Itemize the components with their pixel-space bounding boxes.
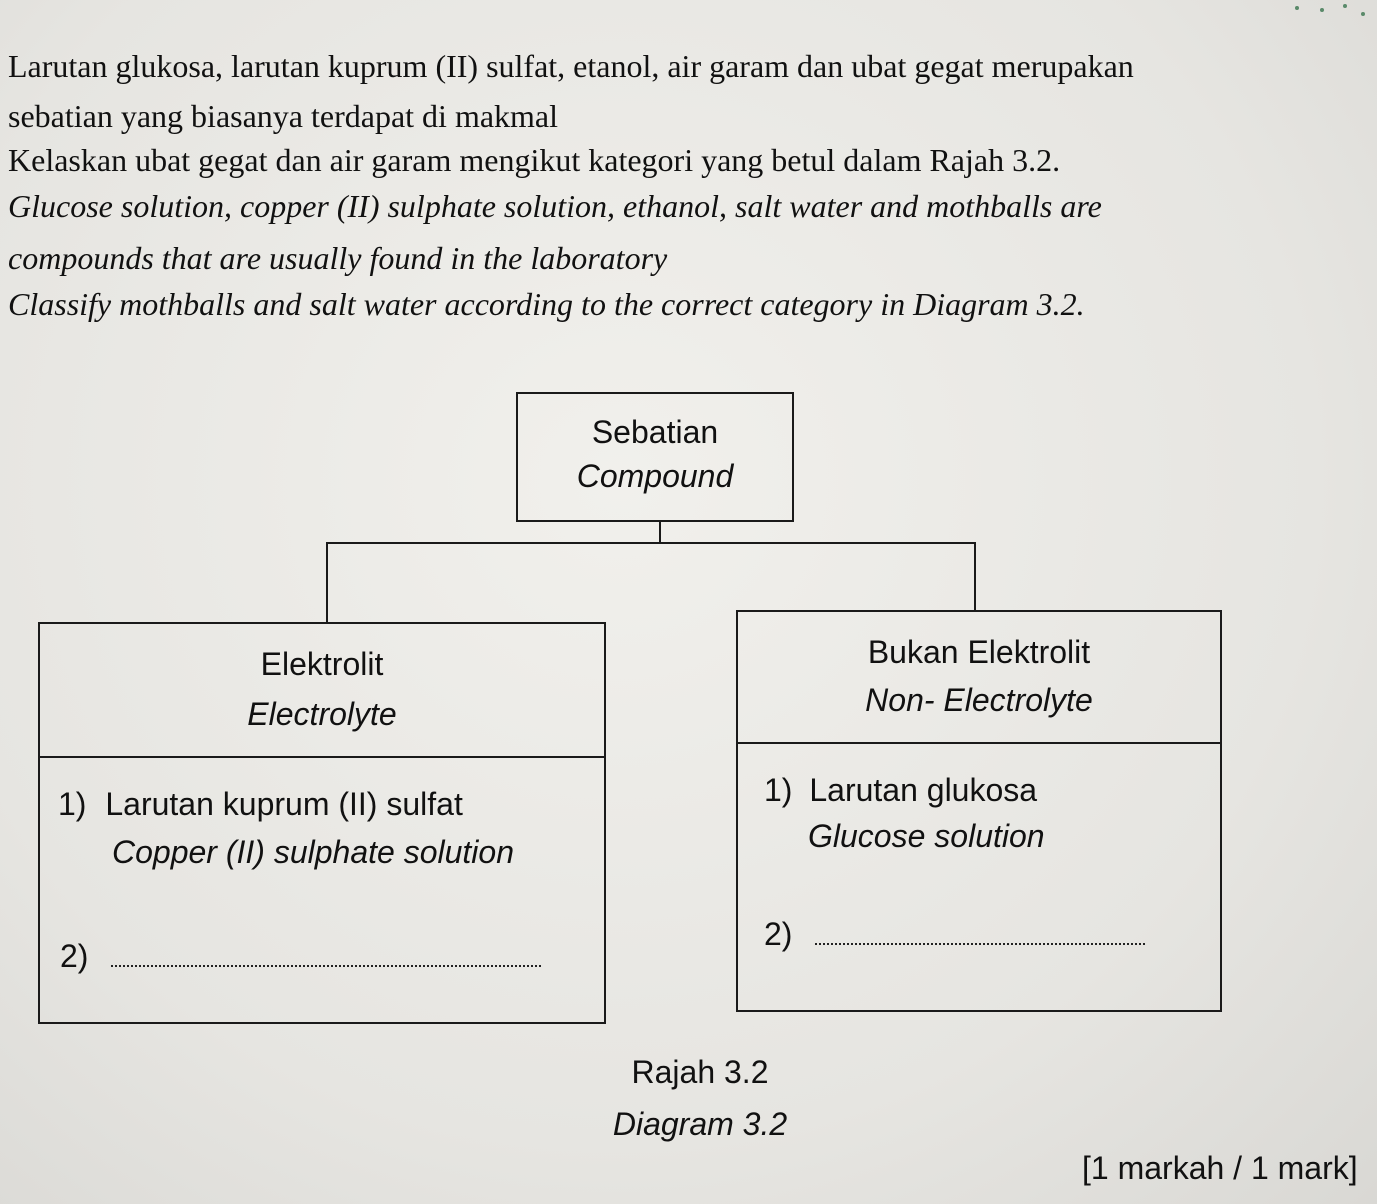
question-en-line-2: compounds that are usually found in the laboratory — [8, 240, 668, 276]
diagram-caption-ms: Rajah 3.2 — [631, 1054, 769, 1090]
electrolyte-box — [38, 622, 606, 1024]
compound-label-ms: Sebatian — [591, 414, 719, 450]
diagram-caption-en: Diagram 3.2 — [612, 1106, 788, 1142]
connector-horizontal-bar — [326, 542, 976, 544]
electrolyte-item-1-en: Copper (II) sulphate solution — [112, 834, 514, 870]
electrolyte-item-2 — [60, 936, 541, 976]
non-electrolyte-item-2-number: 2) — [764, 916, 793, 952]
electrolyte-answer-blank[interactable] — [111, 945, 541, 967]
question-ms-line-3: Kelaskan ubat gegat dan air garam mengikut kategori yang betul dalam Rajah 3.2. — [8, 142, 1061, 178]
non-electrolyte-label-en: Non- Electrolyte — [865, 682, 1093, 718]
question-ms-line-2: sebatian yang biasanya terdapat di makmal — [8, 98, 559, 134]
question-en-line-3: Classify mothballs and salt water according to the correct category in Diagram 3.2. — [8, 286, 1085, 322]
marks-label: [1 markah / 1 mark] — [1082, 1150, 1358, 1186]
non-electrolyte-label-ms: Bukan Elektrolit — [867, 634, 1091, 670]
page-edge-decoration — [1267, 0, 1377, 30]
non-electrolyte-answer-blank[interactable] — [815, 923, 1145, 945]
electrolyte-label-en: Electrolyte — [247, 696, 397, 732]
connector-root-stem — [659, 522, 661, 544]
non-electrolyte-item-1-ms: Larutan glukosa — [809, 772, 1038, 808]
electrolyte-item-1 — [58, 784, 463, 824]
connector-left-drop — [326, 542, 328, 624]
non-electrolyte-item-1-number: 1) — [764, 772, 793, 808]
compound-box — [516, 392, 794, 522]
non-electrolyte-header-divider — [738, 742, 1220, 744]
electrolyte-header-divider — [40, 756, 604, 758]
non-electrolyte-item-1 — [764, 770, 1037, 810]
electrolyte-label-ms: Elektrolit — [260, 646, 384, 682]
compound-label-en: Compound — [576, 458, 734, 494]
non-electrolyte-item-2 — [764, 914, 1145, 954]
question-en-line-1: Glucose solution, copper (II) sulphate solution, ethanol, salt water and mothballs are — [8, 188, 1102, 224]
electrolyte-item-2-number: 2) — [60, 938, 89, 974]
electrolyte-item-1-number: 1) — [58, 786, 87, 822]
connector-right-drop — [974, 542, 976, 612]
non-electrolyte-item-1-en: Glucose solution — [808, 818, 1045, 854]
question-ms-line-1: Larutan glukosa, larutan kuprum (II) sulfat, etanol, air garam dan ubat gegat merupakan — [8, 48, 1134, 84]
non-electrolyte-box — [736, 610, 1222, 1012]
electrolyte-item-1-ms: Larutan kuprum (II) sulfat — [105, 786, 463, 822]
